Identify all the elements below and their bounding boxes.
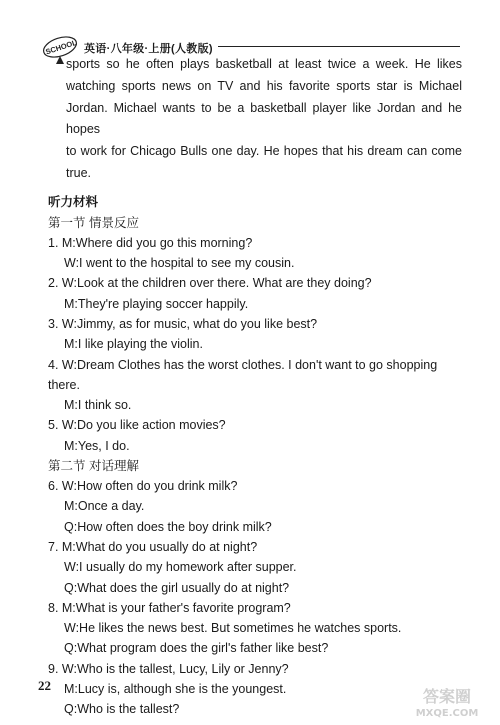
dialogue-response-line: W:I went to the hospital to see my cousin. xyxy=(64,256,295,271)
dialogue-response-line: W:He likes the news best. But sometimes he watches sports. xyxy=(64,621,402,636)
dialogue-response-line: M:Once a day. xyxy=(64,499,145,514)
paragraph-line: Jordan. Michael wants to be a basketball player like Jordan and he hopes xyxy=(66,100,462,137)
paragraph-line: sports so he often plays basketball at least twice a week. He likes xyxy=(66,57,462,71)
story-paragraph xyxy=(38,54,462,185)
dialogue-question-line: 1. M:Where did you go this morning? xyxy=(48,235,253,250)
dialogue-response-line: W:I usually do my homework after supper. xyxy=(64,560,297,575)
dialogue-response-line: Q:What does the girl usually do at night? xyxy=(64,580,290,595)
subsection-title-2: 第二节 对话理解 xyxy=(48,459,139,474)
dialogue-response-line: Q:How often does the boy drink milk? xyxy=(64,519,272,534)
part2-dialogues xyxy=(38,476,462,720)
dialogue-question-line: 3. W:Jimmy, as for music, what do you like best? xyxy=(48,316,318,331)
dialogue-question-line: 9. W:Who is the tallest, Lucy, Lily or Jenny? xyxy=(48,661,289,676)
header-rule xyxy=(218,46,460,47)
dialogue-response-line: Q:Who is the tallest? xyxy=(64,702,180,717)
paragraph-line: true. xyxy=(66,165,92,180)
dialogue-question-line: 5. W:Do you like action movies? xyxy=(48,418,226,433)
dialogue-response-line: M:I like playing the violin. xyxy=(64,337,203,352)
part1-dialogues xyxy=(38,233,462,456)
logo-text: SCHOOL xyxy=(44,37,78,57)
dialogue-response-line: Q:What program does the girl's father like best? xyxy=(64,641,329,656)
dialogue-response-line: M:They're playing soccer happily. xyxy=(64,296,249,311)
dialogue-response-line: M:I think so. xyxy=(64,398,132,413)
dialogue-question-line: 8. M:What is your father's favorite program? xyxy=(48,600,291,615)
dialogue-question-line: 4. W:Dream Clothes has the worst clothes. I don't want to go shopping there. xyxy=(48,357,438,392)
dialogue-question-line: 2. W:Look at the children over there. What are they doing? xyxy=(48,276,372,291)
paragraph-line: watching sports news on TV and his favorite sports star is Michael xyxy=(66,78,462,93)
section-title: 听力材料 xyxy=(48,194,99,209)
dialogue-question-line: 7. M:What do you usually do at night? xyxy=(48,539,258,554)
page-number: 22 xyxy=(38,678,51,693)
subsection-title-1: 第一节 情景反应 xyxy=(48,215,139,230)
dialogue-response-line: M:Lucy is, although she is the youngest. xyxy=(64,682,287,697)
paragraph-line: to work for Chicago Bulls one day. He hopes that his dream can come xyxy=(66,144,462,159)
page-content xyxy=(38,54,462,720)
dialogue-response-line: M:Yes, I do. xyxy=(64,438,130,453)
watermark-line1: 答案圈 xyxy=(422,687,472,706)
header-title: 英语·八年级·上册(人教版) xyxy=(84,43,213,55)
watermark-logo xyxy=(402,684,492,720)
dialogue-question-line: 6. W:How often do you drink milk? xyxy=(48,479,238,494)
watermark-line2: MXQE.COM xyxy=(415,708,479,719)
